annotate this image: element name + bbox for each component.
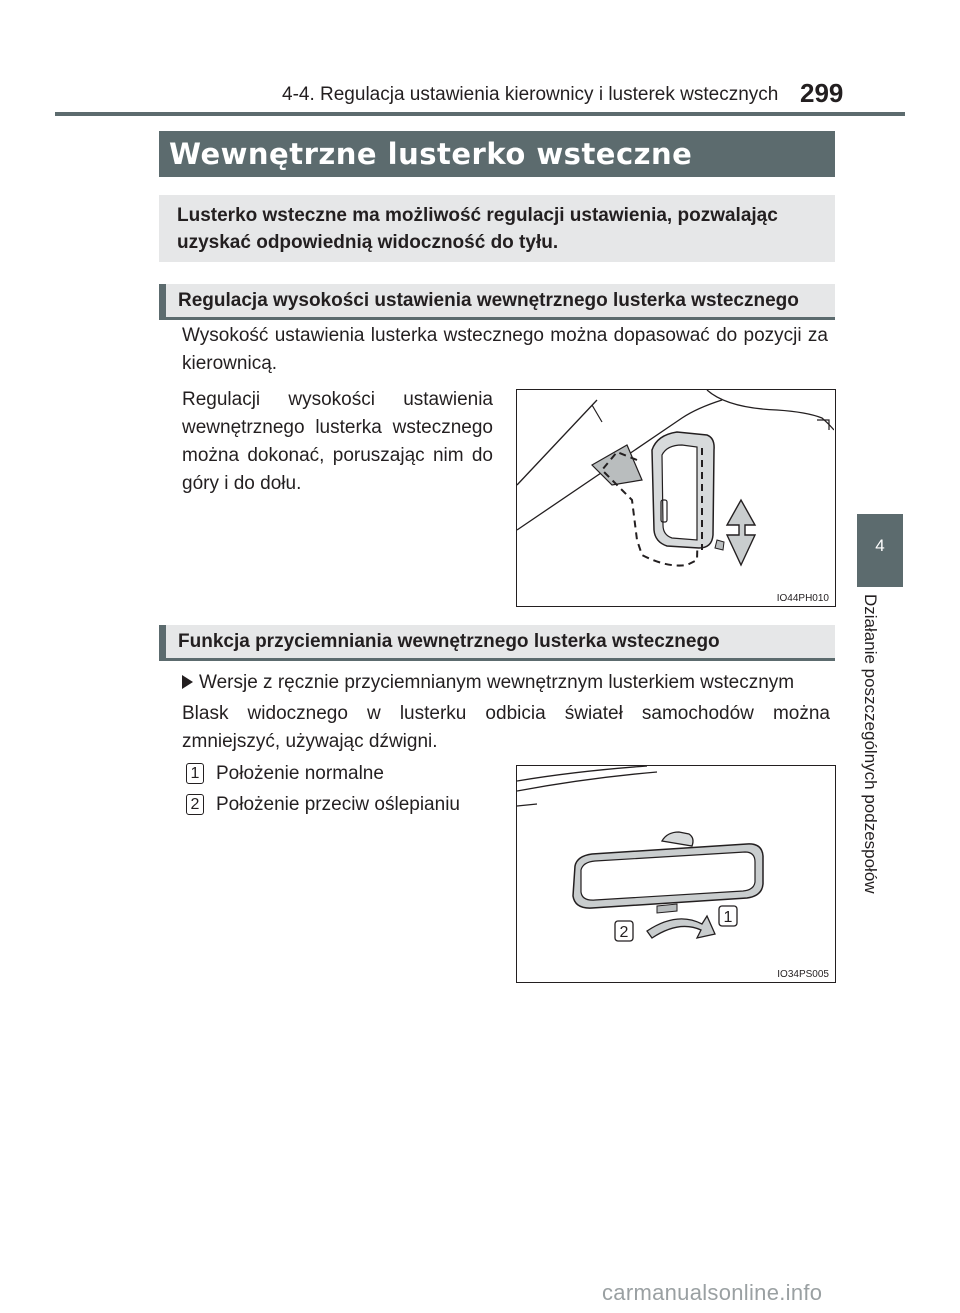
running-header: 4-4. Regulacja ustawienia kierownicy i lusterek wstecznych bbox=[282, 84, 779, 105]
bullet-triangle-icon bbox=[182, 675, 193, 689]
item-label: Położenie normalne bbox=[216, 763, 384, 784]
header-rule bbox=[55, 112, 905, 116]
item-number-badge: 2 bbox=[186, 794, 204, 815]
section-heading-height: Regulacja wysokości ustawienia wewnętrznego lusterka wstecznego bbox=[159, 284, 835, 320]
page-title: Wewnętrzne lusterko wsteczne bbox=[159, 131, 835, 177]
watermark: carmanualsonline.info bbox=[602, 1280, 823, 1305]
item-number-badge: 1 bbox=[186, 763, 204, 784]
mirror-dimming-figure bbox=[516, 765, 836, 983]
figure-callout-2: 2 bbox=[619, 924, 629, 941]
intro-box bbox=[159, 195, 835, 262]
version-bullet bbox=[182, 669, 832, 697]
figure-code: IO44PH010 bbox=[776, 593, 829, 604]
dimming-paragraph: Blask widocznego w lusterku odbicia świateł samochodów można zmniejszyć, używając dźwigni. bbox=[182, 703, 830, 752]
figure-code: IO34PS005 bbox=[777, 969, 829, 980]
page-number: 299 bbox=[800, 78, 844, 108]
chapter-number: 4 bbox=[875, 536, 885, 555]
intro-text: Lusterko wsteczne ma możliwość regulacji ustawienia, pozwalając uzyskać odpowiednią widoczność do tyłu. bbox=[177, 205, 778, 253]
bullet-text: Wersje z ręcznie przyciemnianym wewnętrznym lusterkiem wstecznym bbox=[199, 672, 795, 693]
mirror-height-figure bbox=[516, 389, 836, 607]
height-paragraph-1: Wysokość ustawienia lusterka wstecznego można dopasować do pozycji za kierownicą. bbox=[182, 325, 828, 374]
mirror-height-illustration bbox=[517, 390, 834, 605]
item-label: Położenie przeciw oślepianiu bbox=[216, 794, 460, 815]
mirror-dimming-illustration bbox=[517, 766, 834, 981]
list-item bbox=[186, 760, 384, 788]
chapter-title: Działanie poszczególnych podzespołów bbox=[861, 594, 880, 894]
section-heading-dimming: Funkcja przyciemniania wewnętrznego lusterka wstecznego bbox=[159, 625, 835, 661]
list-item bbox=[186, 791, 460, 819]
figure-callout-1: 1 bbox=[723, 909, 733, 926]
height-paragraph-2: Regulacji wysokości ustawienia wewnętrznego lusterka wstecznego można dokonać, poruszając nim do góry i do dołu. bbox=[182, 389, 493, 494]
